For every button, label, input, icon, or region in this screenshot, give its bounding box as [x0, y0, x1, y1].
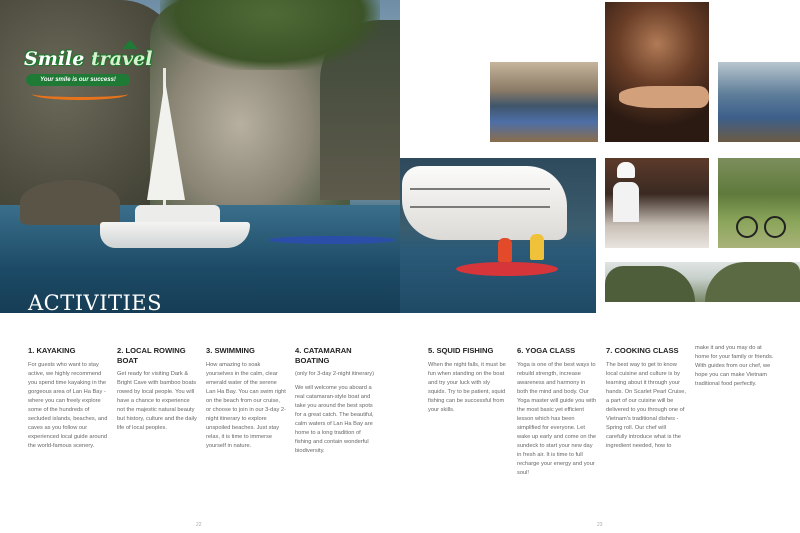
activity-catamaran — [295, 346, 375, 456]
activity-body: When the night falls, it must be fun when standing on the boat and try your luck with sly squids. Try to be patient, squid fishing can be successful from your skills. — [428, 361, 506, 413]
karst-island — [705, 262, 800, 302]
cooking-class-photo — [605, 158, 709, 248]
activity-body: How amazing to soak yourselves in the calm, clear emerald water of the serene Lan Ha Bay. You can swim right on the beach from our cruise, or choose to join in our 3-day 2-night itinerary to explore unspoiled beaches. Just stay relax, it is time to immerse yourself in nature. — [206, 361, 286, 449]
ship-deck-line — [410, 206, 550, 208]
rock — [20, 180, 120, 225]
massage-guest — [619, 86, 709, 108]
logo-tagline: Your smile is our success! — [26, 74, 130, 86]
activity-title: 3. SWIMMING — [206, 346, 255, 355]
cruise-ship — [402, 166, 567, 240]
cliff-greenery — [160, 0, 380, 70]
activity-title: 2. LOCAL ROWING BOAT — [117, 346, 186, 365]
activity-title: 5. SQUID FISHING — [428, 346, 494, 355]
activity-body: Get ready for visiting Dark & Bright Cave with bamboo boats rowed by local people. You will have a chance to experience not the majestic natural beauty but history, culture and the daily life of local peoples. — [117, 371, 197, 431]
massage-photo — [605, 2, 709, 142]
kayaker — [498, 238, 512, 262]
activity-swimming — [206, 346, 286, 451]
logo-wordmark: Smile travel — [24, 48, 153, 70]
catamaran-sail — [147, 80, 185, 200]
activity-cooking-continued — [695, 344, 775, 389]
activity-body: We will welcome you aboard a real catamaran-style boat and take you around the best spots for a great catch. The beautiful, calm waters of Lan Ha Bay are home to a long tradition of fishing and contain wonderful biodiversity. — [295, 385, 374, 454]
red-kayak — [456, 262, 558, 276]
kayaker — [530, 234, 544, 260]
page-title: ACTIVITIES — [28, 291, 163, 313]
activity-title: 7. COOKING CLASS — [606, 346, 679, 355]
activity-yoga — [517, 346, 597, 478]
activity-squid-fishing — [428, 346, 508, 415]
smile-travel-logo — [18, 44, 153, 104]
activity-title: 4. CATAMARAN BOATING — [295, 346, 352, 365]
yoga-class-photo — [718, 62, 800, 142]
bicycle-wheel — [764, 216, 786, 238]
page-number-left: 22 — [196, 522, 202, 528]
yoga-deck-photo — [490, 62, 598, 142]
page-number-right: 23 — [597, 522, 603, 528]
cruise-kayak-photo — [400, 158, 596, 313]
activity-body: make it and you may do at home for your family or friends. With guides from our chef, we hope you can make Vietnam traditional food perfectly. — [695, 345, 774, 387]
karst-landscape-photo — [605, 262, 800, 302]
activity-rowing-boat — [117, 346, 197, 433]
ship-deck-line — [410, 188, 550, 190]
kayak — [268, 236, 396, 244]
activity-kayaking — [28, 346, 108, 451]
activity-note: (only for 3-day 2-night itinerary) — [295, 371, 375, 377]
bicycle-wheel — [736, 216, 758, 238]
chef-hat — [617, 162, 635, 178]
activity-body: For guests who want to stay active, we highly recommend you spend time kayaking in the gorgeous area of Lan Ha Bay - where you can freely explore some of the hundreds of secluded islands, beaches, and caves as you follow our experienced local guide around the world-famous scenery. — [28, 361, 108, 449]
logo-smile-arc — [32, 88, 128, 100]
activity-title: 1. KAYAKING — [28, 346, 76, 355]
activity-body: Yoga is one of the best ways to rebuild strength, increase awareness and harmony in both the mind and body. Our Yoga master will guide you with the most basic yet efficient lesson which has been simplified for everyone. Let wake up early and come on the sundeck to start your new day in fresh air. It is time to full recharge your energy and your soul! — [517, 361, 597, 476]
activity-body: The best way to get to know local cuisine and culture is by learning about it through your hands. On Scarlet Pearl Cruise, a part of our cuisine will be delivered to you through one of Vietnam's traditional dishes - Spring roll. Our chef will carefully introduce what is the ingredient needed, how to — [606, 361, 686, 449]
activity-title: 6. YOGA CLASS — [517, 346, 576, 355]
chef — [613, 182, 639, 222]
cycling-photo — [718, 158, 800, 248]
activity-cooking — [606, 346, 686, 451]
karst-island — [605, 266, 695, 302]
catamaran-hull — [100, 222, 250, 248]
bay-catamaran-photo — [0, 0, 400, 313]
